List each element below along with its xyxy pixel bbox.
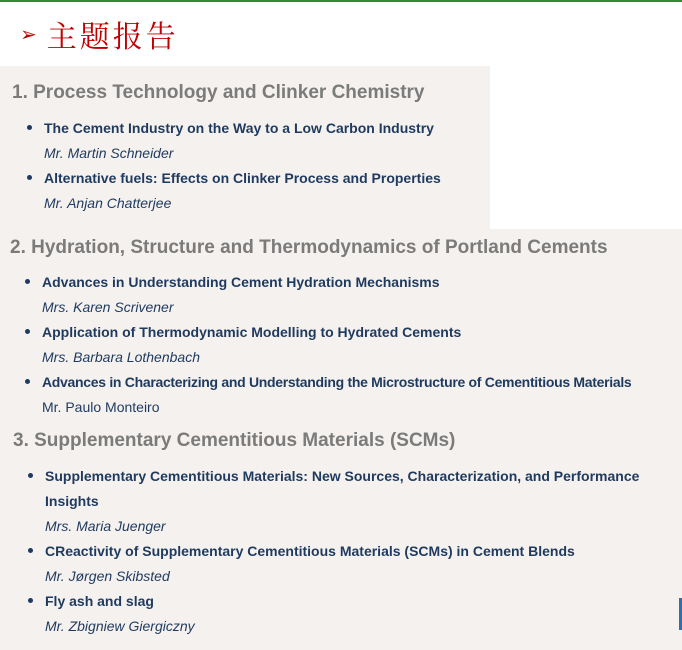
speaker-name: Mrs. Maria Juenger: [45, 518, 166, 534]
page-title: 主题报告: [46, 20, 179, 55]
page-heading: [20, 14, 179, 54]
talk-list: [26, 116, 441, 216]
talk-title: Supplementary Cementitious Materials: New Sources, Characterization, and Performance: [45, 468, 640, 484]
speaker-name: Mr. Martin Schneider: [44, 145, 174, 161]
talk-title: Advances in Characterizing and Understanding the Microstructure of Cementitious Materials: [42, 374, 632, 390]
section-title: 1. Process Technology and Clinker Chemistry: [12, 82, 425, 103]
list-item: [27, 539, 639, 589]
section-title: 3. Supplementary Cementitious Materials (SCMs): [13, 430, 456, 451]
talk-title: Advances in Understanding Cement Hydration Mechanisms: [42, 274, 440, 290]
list-item: [24, 320, 631, 370]
speaker-name: Mrs. Karen Scrivener: [42, 299, 174, 315]
talk-title: The Cement Industry on the Way to a Low Carbon Industry: [44, 120, 434, 136]
top-divider-line: [0, 0, 682, 2]
list-item: [24, 270, 631, 320]
arrow-bullet-icon: ➢: [20, 22, 37, 46]
speaker-name: Mr. Paulo Monteiro: [42, 399, 160, 415]
section-title: 2. Hydration, Structure and Thermodynamics of Portland Cements: [10, 237, 608, 258]
list-item: [26, 116, 441, 166]
section-panel-2: [0, 229, 682, 422]
speaker-name: Mrs. Barbara Lothenbach: [42, 349, 200, 365]
talk-title: Application of Thermodynamic Modelling to Hydrated Cements: [42, 324, 462, 340]
speaker-name: Mr. Zbigniew Giergiczny: [45, 618, 195, 634]
speaker-name: Mr. Jørgen Skibsted: [45, 568, 170, 584]
list-item: [24, 370, 631, 420]
talk-title: Alternative fuels: Effects on Clinker Process and Properties: [44, 170, 441, 186]
talk-title: CReactivity of Supplementary Cementitious Materials (SCMs) in Cement Blends: [45, 543, 575, 559]
section-panel-3: [0, 422, 682, 650]
section-panel-1: [0, 66, 490, 229]
list-item: [27, 464, 639, 539]
talk-title-continued: Insights: [45, 493, 99, 509]
speaker-name: Mr. Anjan Chatterjee: [44, 195, 172, 211]
talk-list: [27, 464, 639, 639]
talk-title: Fly ash and slag: [45, 593, 154, 609]
list-item: [26, 166, 441, 216]
talk-list: [24, 270, 631, 420]
list-item: [27, 589, 639, 639]
